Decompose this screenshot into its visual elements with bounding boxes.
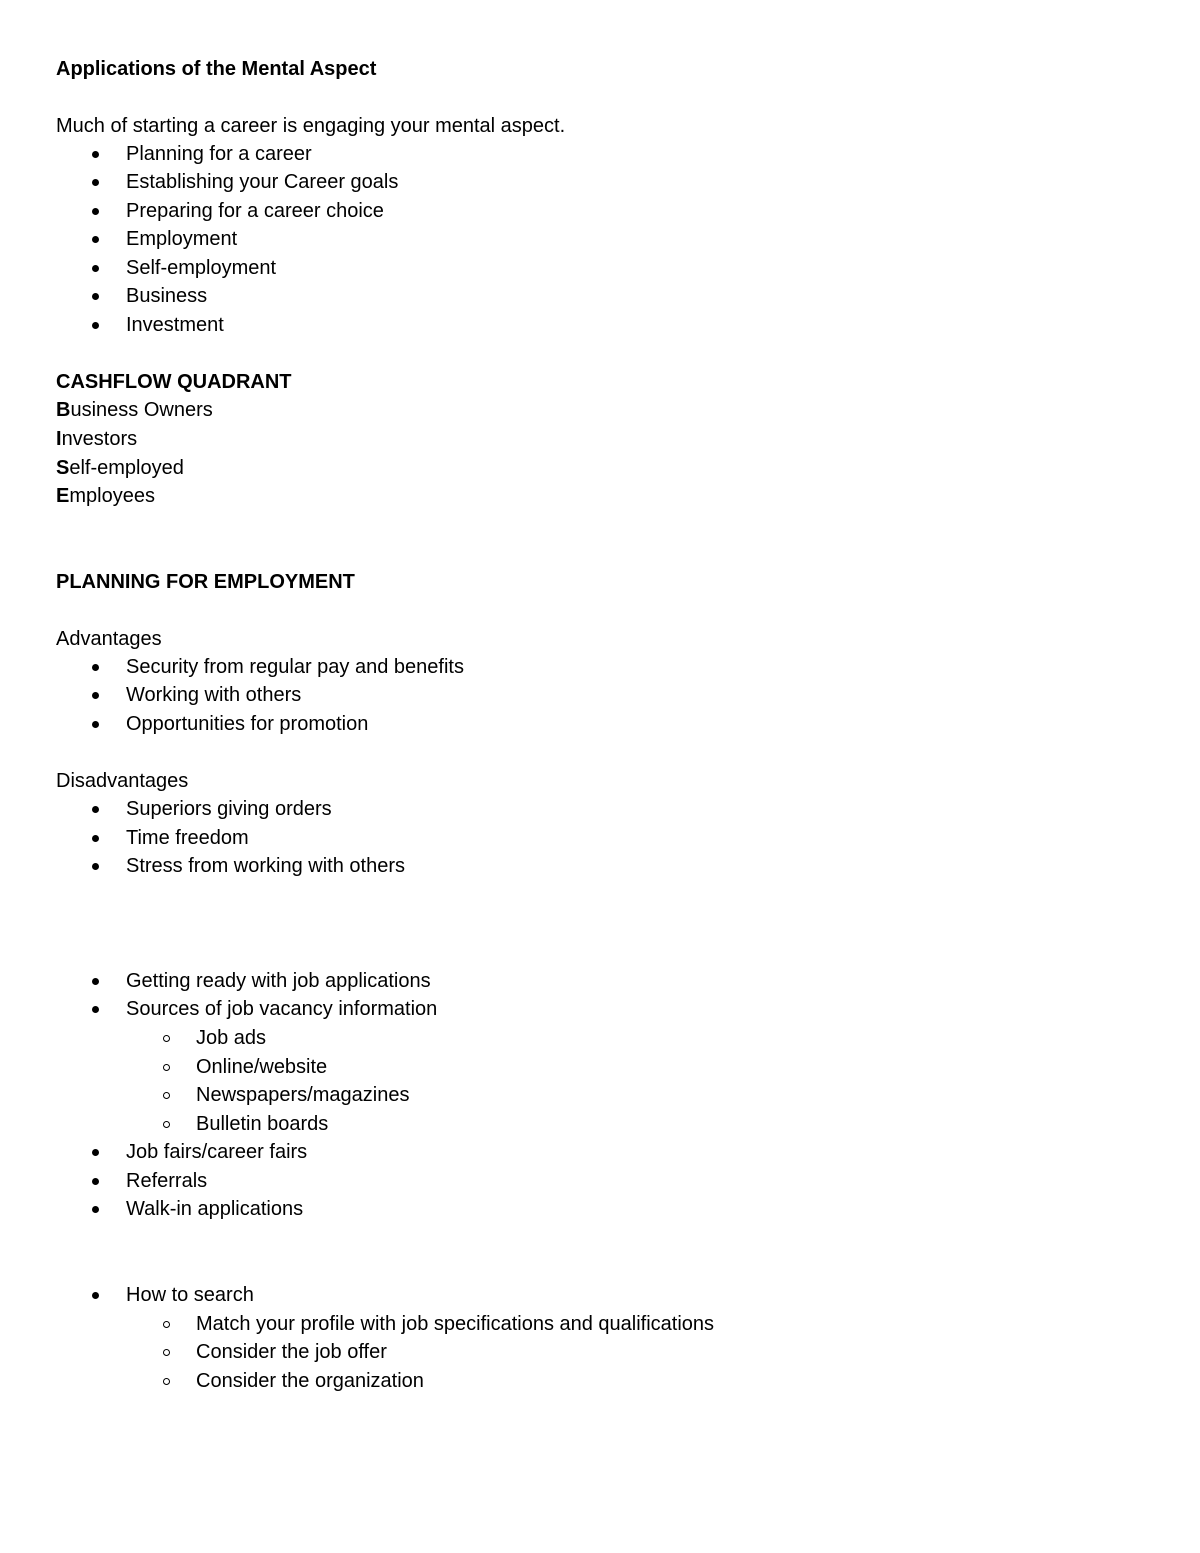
cashflow-entry-initial: E bbox=[56, 485, 70, 507]
bullet-icon bbox=[92, 293, 99, 300]
cashflow-entry-initial: S bbox=[56, 457, 70, 479]
list-item: Opportunities for promotion bbox=[126, 713, 369, 735]
list-item: Planning for a career bbox=[126, 143, 312, 165]
list-item: Job fairs/career fairs bbox=[126, 1141, 308, 1163]
cashflow-entry bbox=[56, 482, 155, 510]
bullet-icon bbox=[92, 1206, 99, 1213]
sub-list-item: Online/website bbox=[196, 1056, 328, 1078]
bullet-icon bbox=[92, 1006, 99, 1013]
list-item: Walk-in applications bbox=[126, 1198, 304, 1220]
advantages-label: Advantages bbox=[56, 628, 162, 650]
sub-list-item: Bulletin boards bbox=[196, 1113, 329, 1135]
hollow-bullet-icon bbox=[163, 1092, 170, 1099]
cashflow-entry bbox=[56, 396, 213, 424]
cashflow-entry bbox=[56, 425, 137, 453]
bullet-icon bbox=[92, 978, 99, 985]
list-item: Self-employment bbox=[126, 257, 277, 279]
list-item: Preparing for a career choice bbox=[126, 200, 384, 222]
list-item: How to search bbox=[126, 1284, 254, 1306]
list-item: Superiors giving orders bbox=[126, 798, 332, 820]
planning-heading: PLANNING FOR EMPLOYMENT bbox=[56, 571, 355, 593]
bullet-icon bbox=[92, 806, 99, 813]
bullet-icon bbox=[92, 1178, 99, 1185]
sub-list-item: Job ads bbox=[196, 1027, 267, 1049]
cashflow-entry-initial: B bbox=[56, 399, 71, 421]
list-item: Getting ready with job applications bbox=[126, 970, 431, 992]
list-item: Time freedom bbox=[126, 827, 249, 849]
cashflow-entry-text: usiness Owners bbox=[70, 399, 213, 421]
bullet-icon bbox=[92, 236, 99, 243]
bullet-icon bbox=[92, 265, 99, 272]
disadvantages-label: Disadvantages bbox=[56, 770, 189, 792]
cashflow-entry-text: nvestors bbox=[61, 428, 138, 450]
list-item: Stress from working with others bbox=[126, 855, 405, 877]
bullet-icon bbox=[92, 322, 99, 329]
bullet-icon bbox=[92, 151, 99, 158]
bullet-icon bbox=[92, 835, 99, 842]
list-item: Security from regular pay and benefits bbox=[126, 656, 464, 678]
list-item: Establishing your Career goals bbox=[126, 171, 399, 193]
cashflow-entry-initial: I bbox=[56, 428, 62, 450]
list-item: Employment bbox=[126, 228, 238, 250]
list-item: Business bbox=[126, 285, 208, 307]
list-item: Sources of job vacancy information bbox=[126, 998, 438, 1020]
bullet-icon bbox=[92, 863, 99, 870]
bullet-icon bbox=[92, 1149, 99, 1156]
document-title: Applications of the Mental Aspect bbox=[56, 58, 377, 80]
hollow-bullet-icon bbox=[163, 1121, 170, 1128]
cashflow-entry bbox=[56, 454, 184, 482]
cashflow-heading: CASHFLOW QUADRANT bbox=[56, 371, 292, 393]
list-item: Referrals bbox=[126, 1170, 208, 1192]
sub-list-item: Consider the organization bbox=[196, 1370, 424, 1392]
sub-list-item: Newspapers/magazines bbox=[196, 1084, 410, 1106]
bullet-icon bbox=[92, 664, 99, 671]
sub-list-item: Match your profile with job specifications and qualifications bbox=[196, 1313, 715, 1335]
bullet-icon bbox=[92, 721, 99, 728]
cashflow-entry-text: elf-employed bbox=[69, 457, 184, 479]
cashflow-entry-text: mployees bbox=[69, 485, 155, 507]
intro-paragraph: Much of starting a career is engaging your mental aspect. bbox=[56, 115, 566, 137]
list-item: Investment bbox=[126, 314, 224, 336]
hollow-bullet-icon bbox=[163, 1035, 170, 1042]
hollow-bullet-icon bbox=[163, 1321, 170, 1328]
hollow-bullet-icon bbox=[163, 1378, 170, 1385]
bullet-icon bbox=[92, 208, 99, 215]
sub-list-item: Consider the job offer bbox=[196, 1341, 387, 1363]
list-item: Working with others bbox=[126, 684, 302, 706]
hollow-bullet-icon bbox=[163, 1349, 170, 1356]
bullet-icon bbox=[92, 692, 99, 699]
bullet-icon bbox=[92, 1292, 99, 1299]
bullet-icon bbox=[92, 179, 99, 186]
hollow-bullet-icon bbox=[163, 1064, 170, 1071]
